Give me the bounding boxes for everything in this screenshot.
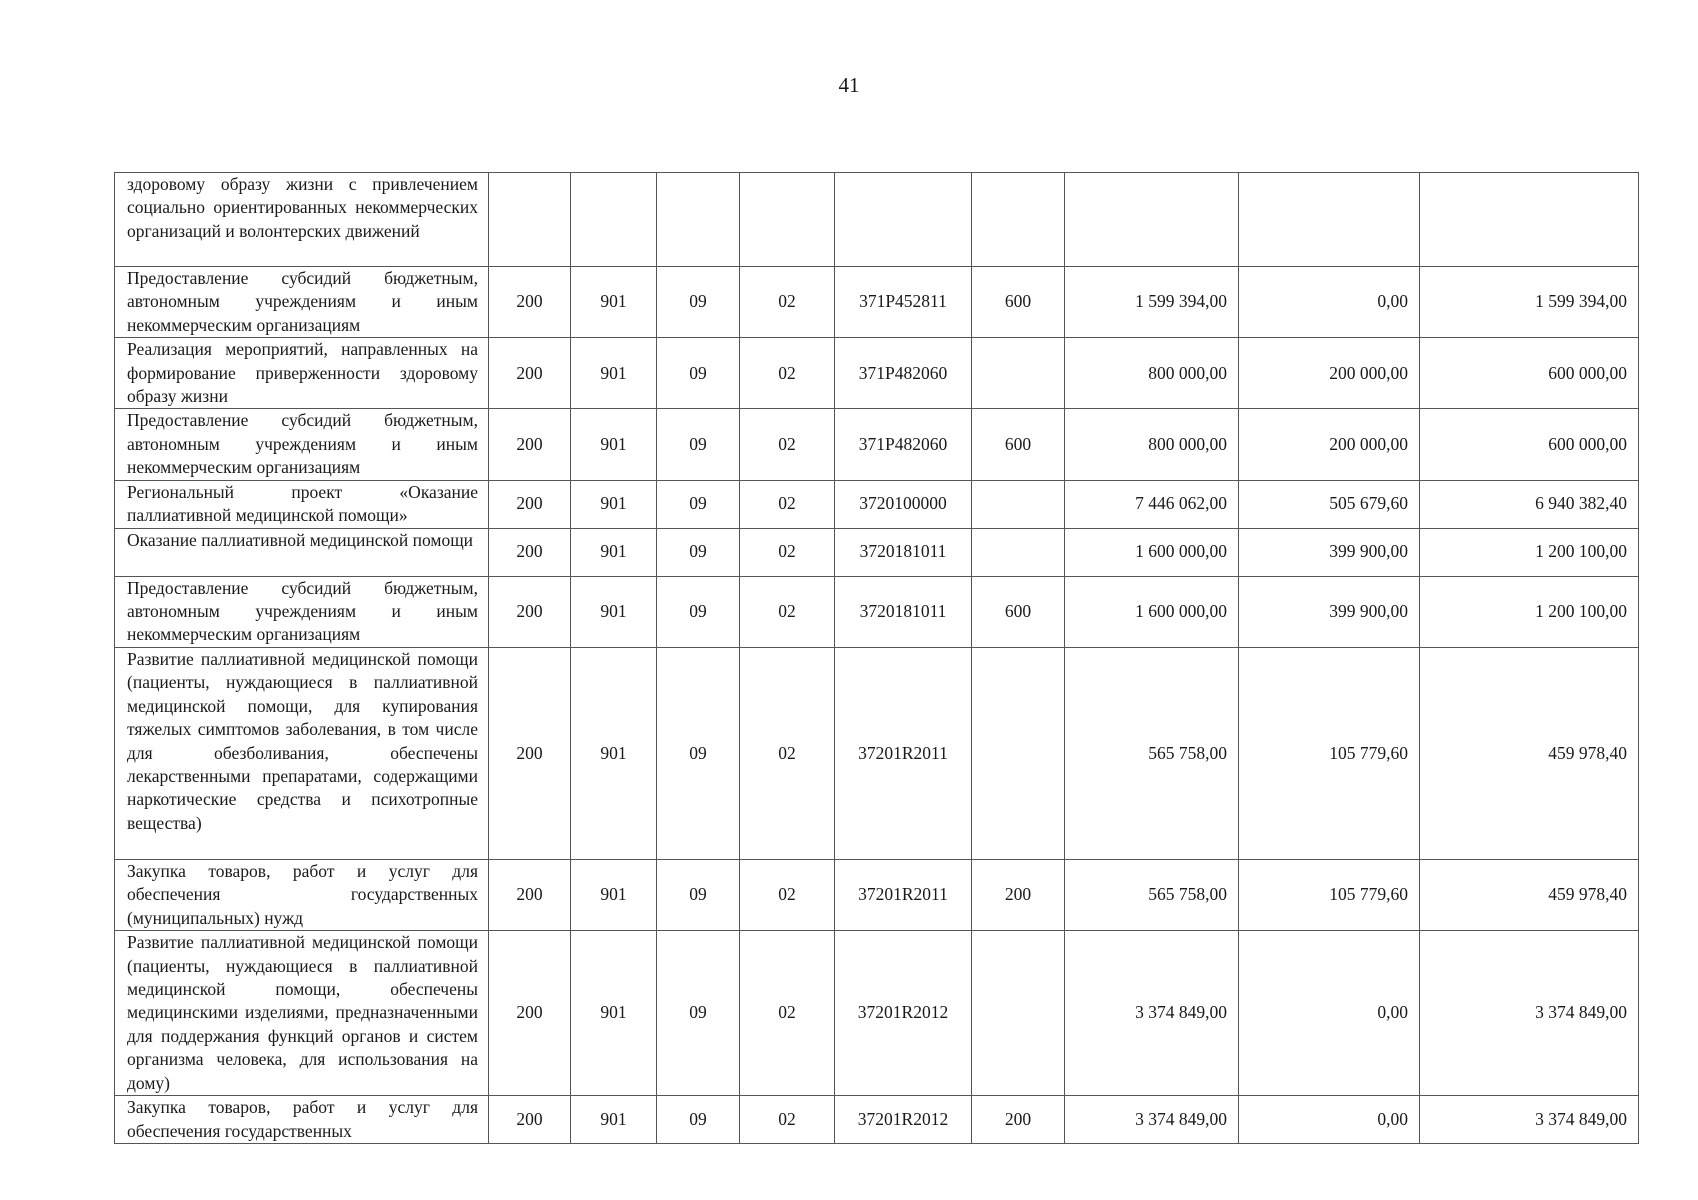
cell-admin-code: 200 xyxy=(489,647,571,859)
cell-admin-code: 200 xyxy=(489,409,571,480)
cell-amount-third: 1 599 394,00 xyxy=(1420,267,1639,338)
cell-description: Предоставление субсидий бюджетным, автономным учреждениям и иным некоммерческим организациям xyxy=(115,267,489,338)
cell-expense-type xyxy=(972,480,1065,528)
cell-section-code: 09 xyxy=(657,528,740,576)
cell-grbs-code: 901 xyxy=(571,528,657,576)
cell-expense-type: 200 xyxy=(972,1096,1065,1144)
cell-subsection-code: 02 xyxy=(740,528,835,576)
table-row xyxy=(115,409,1639,480)
cell-amount-second: 200 000,00 xyxy=(1239,338,1420,409)
cell-amount-total: 1 600 000,00 xyxy=(1065,528,1239,576)
cell-amount-second: 505 679,60 xyxy=(1239,480,1420,528)
page-number: 41 xyxy=(838,73,860,97)
cell-subsection-code xyxy=(740,173,835,267)
cell-target-article: 37201R2012 xyxy=(835,931,972,1096)
table-row xyxy=(115,576,1639,647)
cell-grbs-code: 901 xyxy=(571,480,657,528)
cell-amount-second: 0,00 xyxy=(1239,931,1420,1096)
cell-expense-type xyxy=(972,338,1065,409)
cell-admin-code: 200 xyxy=(489,480,571,528)
cell-expense-type: 600 xyxy=(972,409,1065,480)
cell-amount-third: 1 200 100,00 xyxy=(1420,576,1639,647)
cell-grbs-code: 901 xyxy=(571,576,657,647)
cell-description: здоровому образу жизни с привлечением социально ориентированных некоммерческих организаций и волонтерских движений xyxy=(115,173,489,267)
table-row xyxy=(115,173,1639,267)
cell-admin-code: 200 xyxy=(489,528,571,576)
cell-expense-type xyxy=(972,647,1065,859)
cell-admin-code: 200 xyxy=(489,931,571,1096)
cell-amount-second: 399 900,00 xyxy=(1239,528,1420,576)
cell-description: Закупка товаров, работ и услуг для обеспечения государственных xyxy=(115,1096,489,1144)
cell-grbs-code xyxy=(571,173,657,267)
cell-grbs-code: 901 xyxy=(571,1096,657,1144)
cell-target-article: 3720181011 xyxy=(835,528,972,576)
cell-description: Развитие паллиативной медицинской помощи (пациенты, нуждающиеся в паллиативной медицинской помощи, для купирования тяжелых симптомов заболевания, в том числе для обезболивания, обеспечены лекарственными препаратами, содержащими наркотические средства и психотропные вещества) xyxy=(115,647,489,859)
cell-subsection-code: 02 xyxy=(740,338,835,409)
cell-amount-second xyxy=(1239,173,1420,267)
cell-grbs-code: 901 xyxy=(571,409,657,480)
cell-amount-third: 3 374 849,00 xyxy=(1420,1096,1639,1144)
cell-subsection-code: 02 xyxy=(740,576,835,647)
cell-subsection-code: 02 xyxy=(740,267,835,338)
cell-section-code: 09 xyxy=(657,409,740,480)
cell-section-code xyxy=(657,173,740,267)
cell-target-article: 371P452811 xyxy=(835,267,972,338)
cell-amount-total: 3 374 849,00 xyxy=(1065,931,1239,1096)
table-row xyxy=(115,1096,1639,1144)
cell-grbs-code: 901 xyxy=(571,859,657,930)
cell-grbs-code: 901 xyxy=(571,931,657,1096)
cell-description: Реализация мероприятий, направленных на формирование приверженности здоровому образу жизни xyxy=(115,338,489,409)
cell-target-article: 3720181011 xyxy=(835,576,972,647)
cell-amount-second: 105 779,60 xyxy=(1239,859,1420,930)
cell-amount-total: 565 758,00 xyxy=(1065,647,1239,859)
cell-section-code: 09 xyxy=(657,647,740,859)
cell-amount-third xyxy=(1420,173,1639,267)
budget-table xyxy=(114,172,1639,1144)
cell-target-article: 371P482060 xyxy=(835,338,972,409)
cell-expense-type: 600 xyxy=(972,576,1065,647)
cell-subsection-code: 02 xyxy=(740,859,835,930)
cell-admin-code: 200 xyxy=(489,338,571,409)
cell-grbs-code: 901 xyxy=(571,267,657,338)
cell-amount-total: 1 599 394,00 xyxy=(1065,267,1239,338)
cell-amount-total: 1 600 000,00 xyxy=(1065,576,1239,647)
cell-amount-third: 600 000,00 xyxy=(1420,409,1639,480)
cell-description: Региональный проект «Оказание паллиативной медицинской помощи» xyxy=(115,480,489,528)
cell-target-article: 37201R2011 xyxy=(835,647,972,859)
cell-amount-second: 0,00 xyxy=(1239,267,1420,338)
cell-description: Оказание паллиативной медицинской помощи xyxy=(115,528,489,576)
table-row xyxy=(115,647,1639,859)
cell-amount-third: 600 000,00 xyxy=(1420,338,1639,409)
cell-section-code: 09 xyxy=(657,267,740,338)
cell-amount-total: 3 374 849,00 xyxy=(1065,1096,1239,1144)
cell-amount-third: 6 940 382,40 xyxy=(1420,480,1639,528)
cell-admin-code: 200 xyxy=(489,267,571,338)
cell-section-code: 09 xyxy=(657,576,740,647)
table-row xyxy=(115,480,1639,528)
cell-subsection-code: 02 xyxy=(740,931,835,1096)
cell-expense-type xyxy=(972,173,1065,267)
cell-grbs-code: 901 xyxy=(571,338,657,409)
cell-amount-total: 565 758,00 xyxy=(1065,859,1239,930)
cell-section-code: 09 xyxy=(657,931,740,1096)
table-row xyxy=(115,338,1639,409)
cell-section-code: 09 xyxy=(657,1096,740,1144)
cell-amount-total: 7 446 062,00 xyxy=(1065,480,1239,528)
cell-subsection-code: 02 xyxy=(740,480,835,528)
cell-section-code: 09 xyxy=(657,859,740,930)
cell-subsection-code: 02 xyxy=(740,1096,835,1144)
cell-amount-third: 3 374 849,00 xyxy=(1420,931,1639,1096)
cell-expense-type xyxy=(972,931,1065,1096)
cell-section-code: 09 xyxy=(657,338,740,409)
cell-admin-code: 200 xyxy=(489,1096,571,1144)
table-row xyxy=(115,528,1639,576)
cell-amount-total: 800 000,00 xyxy=(1065,338,1239,409)
cell-subsection-code: 02 xyxy=(740,647,835,859)
table-row xyxy=(115,267,1639,338)
cell-target-article: 371P482060 xyxy=(835,409,972,480)
cell-expense-type: 200 xyxy=(972,859,1065,930)
cell-amount-third: 459 978,40 xyxy=(1420,859,1639,930)
cell-amount-total: 800 000,00 xyxy=(1065,409,1239,480)
cell-description: Закупка товаров, работ и услуг для обеспечения государственных (муниципальных) нужд xyxy=(115,859,489,930)
cell-section-code: 09 xyxy=(657,480,740,528)
cell-description: Предоставление субсидий бюджетным, автономным учреждениям и иным некоммерческим организациям xyxy=(115,576,489,647)
cell-amount-third: 459 978,40 xyxy=(1420,647,1639,859)
cell-amount-second: 399 900,00 xyxy=(1239,576,1420,647)
cell-target-article: 3720100000 xyxy=(835,480,972,528)
cell-expense-type: 600 xyxy=(972,267,1065,338)
cell-amount-second: 200 000,00 xyxy=(1239,409,1420,480)
cell-admin-code: 200 xyxy=(489,576,571,647)
table-body xyxy=(115,173,1639,1144)
cell-amount-third: 1 200 100,00 xyxy=(1420,528,1639,576)
cell-description: Развитие паллиативной медицинской помощи (пациенты, нуждающиеся в паллиативной медицинской помощи, обеспечены медицинскими изделиями, предназначенными для поддержания функций органов и систем организма человека, для использования на дому) xyxy=(115,931,489,1096)
cell-amount-second: 105 779,60 xyxy=(1239,647,1420,859)
cell-subsection-code: 02 xyxy=(740,409,835,480)
cell-admin-code xyxy=(489,173,571,267)
cell-amount-second: 0,00 xyxy=(1239,1096,1420,1144)
table-row xyxy=(115,931,1639,1096)
cell-target-article: 37201R2012 xyxy=(835,1096,972,1144)
cell-grbs-code: 901 xyxy=(571,647,657,859)
table-row xyxy=(115,859,1639,930)
cell-description: Предоставление субсидий бюджетным, автономным учреждениям и иным некоммерческим организациям xyxy=(115,409,489,480)
cell-expense-type xyxy=(972,528,1065,576)
cell-admin-code: 200 xyxy=(489,859,571,930)
cell-amount-total xyxy=(1065,173,1239,267)
cell-target-article: 37201R2011 xyxy=(835,859,972,930)
cell-target-article xyxy=(835,173,972,267)
